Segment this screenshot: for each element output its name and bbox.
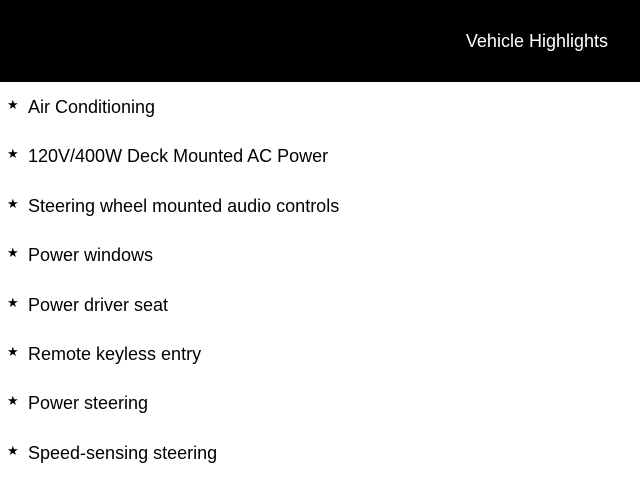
highlight-label: Remote keyless entry	[28, 343, 202, 364]
list-item	[0, 230, 640, 279]
star-icon: ★	[7, 97, 19, 112]
star-icon: ★	[7, 245, 19, 261]
list-item	[0, 280, 640, 329]
list-item	[0, 181, 640, 230]
list-item	[0, 428, 640, 477]
list-item	[0, 378, 640, 427]
page-title: Vehicle Highlights	[465, 31, 608, 51]
star-icon: ★	[7, 195, 19, 211]
list-item	[0, 131, 640, 180]
star-icon: ★	[7, 442, 19, 458]
star-icon: ★	[7, 294, 19, 310]
list-item	[0, 82, 640, 131]
list-item	[0, 329, 640, 378]
header-bar	[0, 0, 640, 82]
highlight-label: 120V/400W Deck Mounted AC Power	[28, 146, 329, 167]
highlight-label: Speed-sensing steering	[28, 442, 218, 463]
star-icon: ★	[7, 146, 19, 162]
highlight-label: Power steering	[28, 393, 149, 414]
highlight-label: Power driver seat	[28, 294, 169, 315]
star-icon: ★	[7, 393, 19, 409]
highlights-list	[0, 82, 640, 477]
star-icon: ★	[7, 343, 19, 359]
highlight-label: Steering wheel mounted audio controls	[28, 195, 340, 216]
highlight-label: Air Conditioning	[28, 97, 156, 117]
highlight-label: Power windows	[28, 245, 154, 266]
